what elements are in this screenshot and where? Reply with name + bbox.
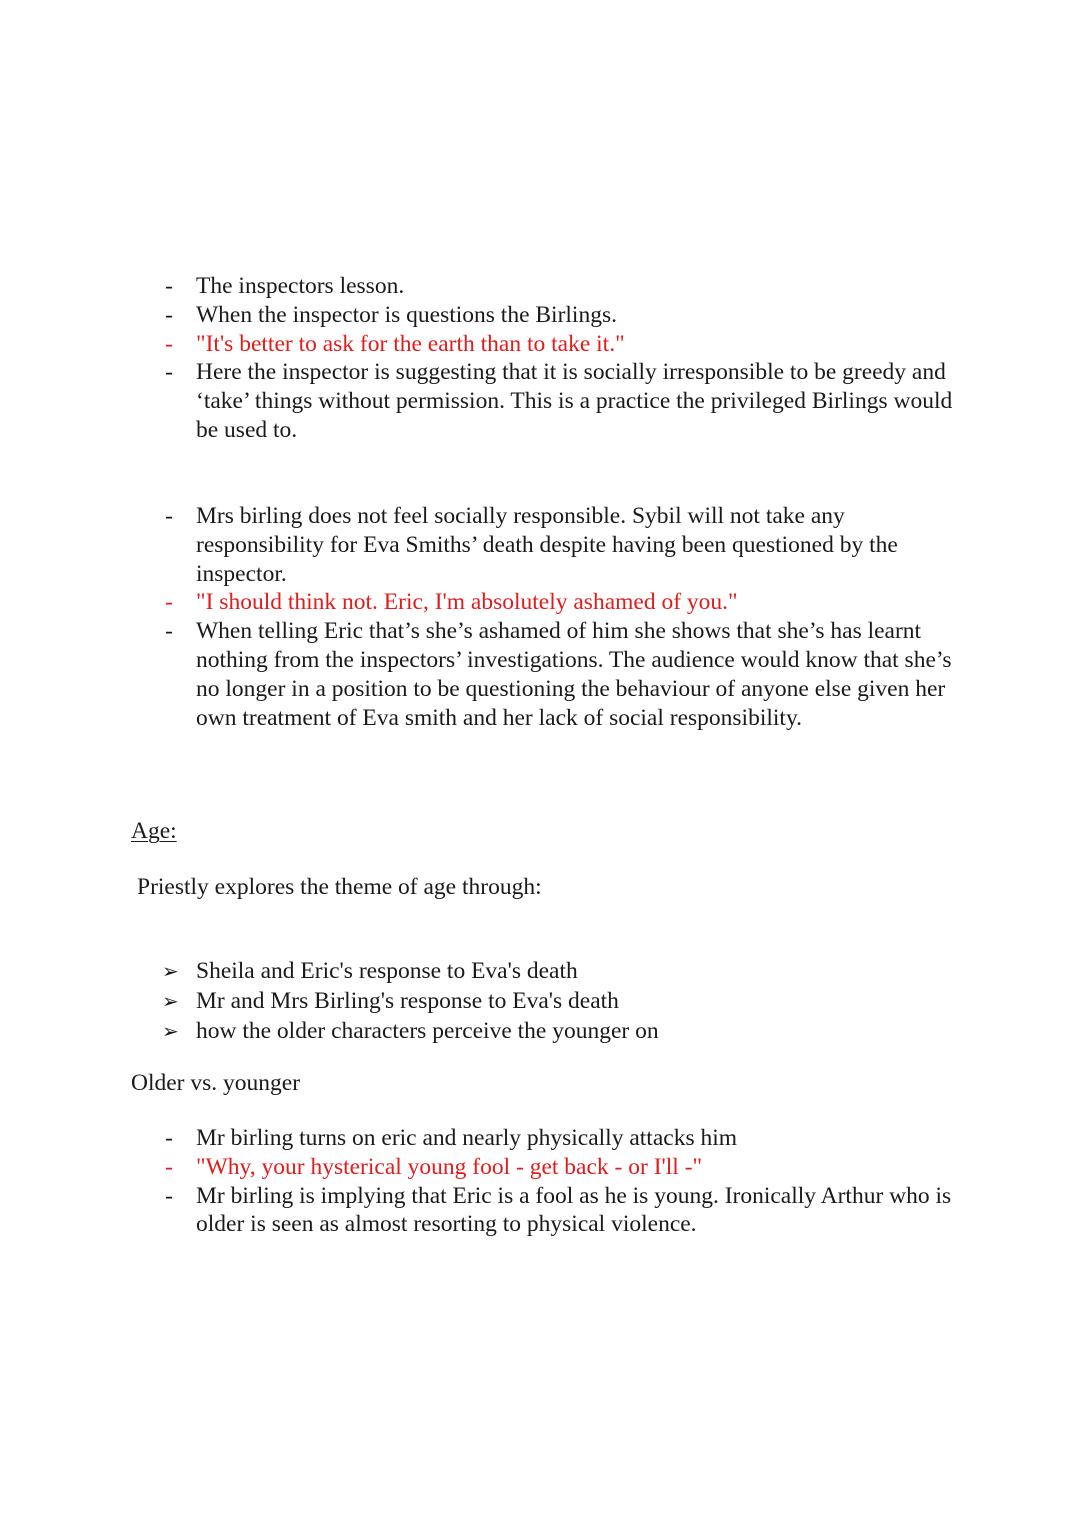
list-item: [0, 1182, 956, 1240]
item-text: When the inspector is questions the Birlings.: [196, 301, 617, 328]
arrow-list-item: [0, 987, 1080, 1016]
item-text: The inspectors lesson.: [196, 273, 405, 299]
arrow-bullet-icon: ➢: [162, 959, 179, 983]
quote-item: [0, 1153, 956, 1182]
dash-bullet: -: [165, 503, 173, 529]
dash-bullet: -: [165, 1153, 173, 1180]
section-inspector-lesson: [0, 272, 1080, 445]
age-bullet-list: [0, 957, 1080, 1045]
older-vs-younger-heading: Older vs. younger: [131, 1070, 301, 1096]
dash-bullet: -: [165, 618, 173, 645]
bullet-text: how the older characters perceive the younger on: [196, 1017, 659, 1044]
list-item: [0, 301, 956, 330]
item-text: Mrs birling does not feel socially responsible. Sybil will not take any responsibility for Eva Smiths’ death despite having been questioned by the inspector.: [196, 503, 898, 587]
item-text: Mr birling is implying that Eric is a fool as he is young. Ironically Arthur who is older is seen as almost resorting to physical violence.: [196, 1182, 952, 1238]
dash-bullet: -: [165, 1182, 173, 1209]
quote-text: "It's better to ask for the earth than to take it.": [196, 330, 625, 357]
age-intro: Priestly explores the theme of age through:: [137, 874, 542, 900]
arrow-list-item: [0, 1017, 1080, 1046]
quote-item: [0, 330, 956, 359]
quote-text: "I should think not. Eric, I'm absolutely ashamed of you.": [196, 589, 738, 616]
section-mrs-birling: [0, 502, 1080, 732]
quote-text: "Why, your hysterical young fool - get back - or I'll -": [196, 1153, 703, 1180]
list-item: [0, 617, 956, 732]
arrow-bullet-icon: ➢: [162, 1018, 179, 1043]
dash-bullet: -: [165, 1125, 173, 1151]
arrow-list-item: [0, 957, 1080, 986]
age-heading: Age:: [131, 818, 177, 844]
dash-bullet: -: [165, 589, 173, 616]
section-older-vs-younger: [0, 1124, 1080, 1239]
bullet-text: Sheila and Eric's response to Eva's death: [196, 958, 578, 984]
dash-bullet: -: [165, 359, 173, 386]
dash-bullet: -: [165, 301, 173, 328]
quote-item: [0, 588, 956, 617]
arrow-bullet-icon: ➢: [162, 988, 179, 1013]
dash-bullet: -: [165, 330, 173, 357]
list-item: [0, 358, 956, 444]
item-text: When telling Eric that’s she’s ashamed of him she shows that she’s has learnt nothing from the inspectors’ investigations. The audience would know that she’s no longer in a position to be questioning the behaviour of anyone else given her own treatment of Eva smith and her lack of social responsibility.: [196, 618, 952, 731]
item-text: Mr birling turns on eric and nearly physically attacks him: [196, 1125, 738, 1151]
list-item: [0, 502, 956, 588]
list-item: [0, 1124, 956, 1153]
list-item: [0, 272, 956, 301]
dash-bullet: -: [165, 273, 173, 299]
item-text: Here the inspector is suggesting that it is socially irresponsible to be greedy and ‘take’ things without permission. This is a practice the privileged Birlings would be used to.: [196, 359, 953, 443]
bullet-text: Mr and Mrs Birling's response to Eva's death: [196, 987, 619, 1014]
